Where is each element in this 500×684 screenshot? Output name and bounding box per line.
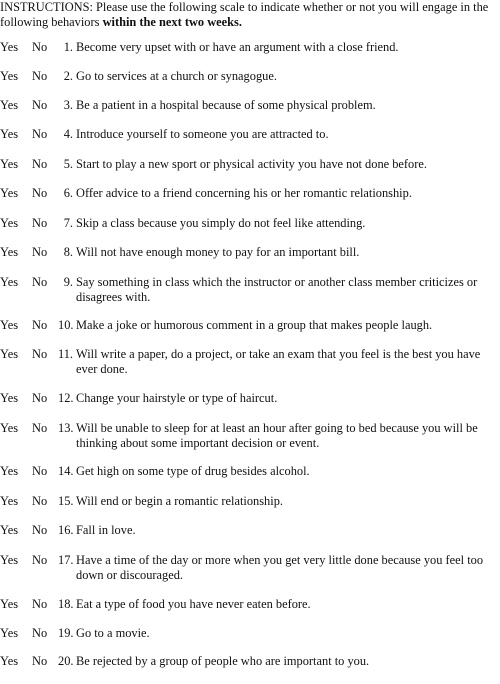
item-text: Introduce yourself to someone you are attracted to.: [76, 127, 329, 141]
item-text: Be rejected by a group of people who are important to you.: [76, 654, 370, 668]
instructions-emphasis: within the next two weeks.: [102, 14, 242, 29]
no-option[interactable]: No: [32, 127, 48, 141]
question-item-18: [0, 597, 500, 627]
no-option[interactable]: No: [32, 157, 48, 171]
item-number: 18.: [58, 597, 74, 611]
yes-option[interactable]: Yes: [0, 347, 19, 361]
no-option[interactable]: No: [32, 523, 48, 537]
yes-option[interactable]: Yes: [0, 157, 19, 171]
item-text: Will end or begin a romantic relationship.: [76, 494, 283, 508]
item-number: 14.: [58, 464, 74, 478]
instructions-text: INSTRUCTIONS: Please use the following scale to indicate whether or not you will engage in the following behaviors: [0, 0, 489, 29]
item-text: Will write a paper, do a project, or take an exam that you feel is the best you have ever done.: [76, 347, 481, 376]
yes-option[interactable]: Yes: [0, 216, 19, 230]
item-number: 12.: [58, 391, 74, 405]
item-text: Fall in love.: [76, 523, 136, 537]
item-number: 15.: [58, 494, 74, 508]
item-text: Will not have enough money to pay for an important bill.: [76, 245, 360, 259]
question-item-17: [0, 553, 500, 583]
question-item-4: [0, 127, 500, 157]
item-text: Say something in class which the instructor or another class member criticizes or disagrees with.: [76, 275, 478, 304]
item-number: 3.: [63, 98, 73, 112]
no-option[interactable]: No: [32, 553, 48, 567]
yes-option[interactable]: Yes: [0, 98, 19, 112]
question-item-8: [0, 245, 500, 275]
yes-option[interactable]: Yes: [0, 391, 19, 405]
instructions: [0, 0, 500, 29]
no-option[interactable]: No: [32, 69, 48, 83]
item-text: Become very upset with or have an argument with a close friend.: [76, 40, 399, 54]
item-number: 11.: [58, 347, 74, 361]
no-option[interactable]: No: [32, 216, 48, 230]
item-text: Offer advice to a friend concerning his or her romantic relationship.: [76, 186, 412, 200]
question-item-20: [0, 654, 500, 684]
no-option[interactable]: No: [32, 494, 48, 508]
no-option[interactable]: No: [32, 40, 48, 54]
yes-option[interactable]: Yes: [0, 318, 19, 332]
question-item-5: [0, 157, 500, 187]
item-number: 16.: [58, 523, 74, 537]
item-text: Get high on some type of drug besides alcohol.: [76, 464, 310, 478]
yes-option[interactable]: Yes: [0, 40, 19, 54]
no-option[interactable]: No: [32, 391, 48, 405]
yes-option[interactable]: Yes: [0, 464, 19, 478]
no-option[interactable]: No: [32, 597, 48, 611]
yes-option[interactable]: Yes: [0, 69, 19, 83]
question-item-16: [0, 523, 500, 553]
item-number: 13.: [58, 421, 74, 435]
item-number: 19.: [58, 626, 74, 640]
question-item-2: [0, 69, 500, 99]
no-option[interactable]: No: [32, 347, 48, 361]
item-number: 17.: [58, 553, 74, 567]
yes-option[interactable]: Yes: [0, 523, 19, 537]
item-number: 9.: [63, 275, 73, 289]
yes-option[interactable]: Yes: [0, 127, 19, 141]
question-item-9: [0, 275, 500, 305]
item-number: 10.: [58, 318, 74, 332]
item-text: Start to play a new sport or physical activity you have not done before.: [76, 157, 427, 171]
question-item-6: [0, 186, 500, 216]
question-item-11: [0, 347, 500, 377]
no-option[interactable]: No: [32, 275, 48, 289]
item-number: 7.: [63, 216, 73, 230]
item-number: 4.: [63, 127, 73, 141]
question-item-3: [0, 98, 500, 128]
question-item-13: [0, 421, 500, 451]
yes-option[interactable]: Yes: [0, 654, 19, 668]
question-item-10: [0, 318, 500, 348]
item-text: Have a time of the day or more when you get very little done because you feel too down or discouraged.: [76, 553, 484, 582]
item-text: Skip a class because you simply do not feel like attending.: [76, 216, 366, 230]
no-option[interactable]: No: [32, 421, 48, 435]
question-item-7: [0, 216, 500, 246]
item-number: 8.: [63, 245, 73, 259]
question-item-1: [0, 40, 500, 70]
question-item-12: [0, 391, 500, 421]
item-text: Eat a type of food you have never eaten before.: [76, 597, 311, 611]
question-item-19: [0, 626, 500, 656]
no-option[interactable]: No: [32, 654, 48, 668]
item-number: 2.: [63, 69, 73, 83]
yes-option[interactable]: Yes: [0, 597, 19, 611]
no-option[interactable]: No: [32, 626, 48, 640]
yes-option[interactable]: Yes: [0, 275, 19, 289]
no-option[interactable]: No: [32, 464, 48, 478]
item-number: 1.: [63, 40, 73, 54]
yes-option[interactable]: Yes: [0, 626, 19, 640]
item-number: 6.: [63, 186, 73, 200]
yes-option[interactable]: Yes: [0, 245, 19, 259]
no-option[interactable]: No: [32, 186, 48, 200]
yes-option[interactable]: Yes: [0, 494, 19, 508]
item-number: 20.: [58, 654, 74, 668]
item-text: Go to services at a church or synagogue.: [76, 69, 277, 83]
no-option[interactable]: No: [32, 245, 48, 259]
yes-option[interactable]: Yes: [0, 186, 19, 200]
no-option[interactable]: No: [32, 98, 48, 112]
question-item-14: [0, 464, 500, 494]
item-text: Will be unable to sleep for at least an hour after going to bed because you will be thinking about some important decision or event.: [76, 421, 478, 450]
yes-option[interactable]: Yes: [0, 553, 19, 567]
no-option[interactable]: No: [32, 318, 48, 332]
item-text: Make a joke or humorous comment in a group that makes people laugh.: [76, 318, 433, 332]
item-text: Change your hairstyle or type of haircut.: [76, 391, 278, 405]
item-text: Go to a movie.: [76, 626, 150, 640]
item-number: 5.: [63, 157, 73, 171]
question-item-15: [0, 494, 500, 524]
item-text: Be a patient in a hospital because of some physical problem.: [76, 98, 376, 112]
yes-option[interactable]: Yes: [0, 421, 19, 435]
